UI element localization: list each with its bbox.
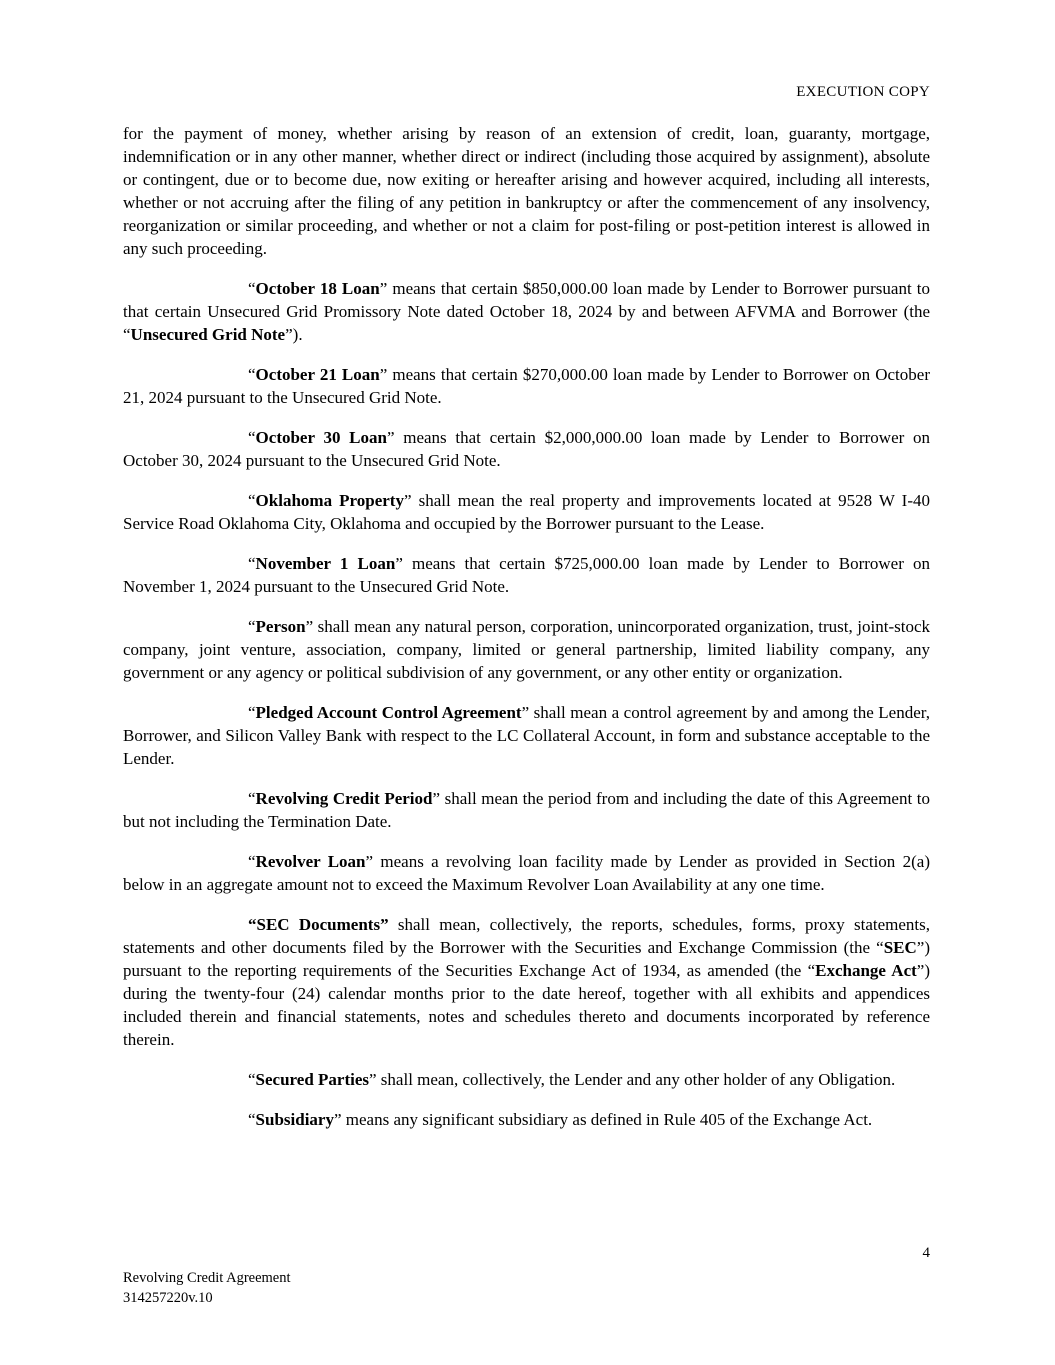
defined-term: Oklahoma Property <box>255 491 404 510</box>
paragraph <box>123 426 930 472</box>
paragraph <box>123 277 930 346</box>
defined-term: Unsecured Grid Note <box>130 325 286 344</box>
paragraph-text: ” shall mean any natural person, corporation, unincorporated organization, trust, joint-stock company, joint venture, association, company, limited or general partnership, limited liability company, any government or any agency or political subdivision of any government, or any other entity or organization. <box>123 617 930 682</box>
paragraph-text: “ <box>248 703 256 722</box>
paragraph <box>123 122 930 260</box>
defined-term: Person <box>255 617 306 636</box>
paragraph-text: “ <box>248 279 256 298</box>
paragraph <box>123 552 930 598</box>
page-header <box>123 84 930 101</box>
paragraph-text: ”) during the twenty-four (24) calendar months prior to the date hereof, together with all exhibits and appendices included therein and financial statements, notes and schedules thereto and documents incorporated by reference therein. <box>123 961 930 1049</box>
page-footer <box>123 1269 291 1308</box>
paragraph-text: for the payment of money, whether arising by reason of an extension of credit, loan, guaranty, mortgage, indemnification or in any other manner, whether direct or indirect (including those acquired by assignment), absolute or contingent, due or to become due, now exiting or hereafter arising and however acquired, including all interests, whether or not accruing after the filing of any petition in bankruptcy or after the commencement of any insolvency, reorganization or similar proceeding, and whether or not a claim for post-filing or post-petition interest is allowed in any such proceeding. <box>123 124 930 258</box>
defined-term: Revolver Loan <box>255 852 366 871</box>
footer-document-id: 314257220v.10 <box>123 1289 213 1306</box>
paragraph-text: ” shall mean a control agreement by and among the Lender, Borrower, and Silicon Valley Bank with respect to the LC Collateral Account, in form and substance acceptable to the Lender. <box>123 703 930 768</box>
paragraph-text: ” means that certain $2,000,000.00 loan made by Lender to Borrower on October 30, 2024 pursuant to the Unsecured Grid Note. <box>123 428 931 470</box>
defined-term: “SEC Documents” <box>248 915 389 934</box>
paragraph-text: ” means that certain $725,000.00 loan made by Lender to Borrower on November 1, 2024 pursuant to the Unsecured Grid Note. <box>123 554 931 596</box>
paragraph-text: ” means that certain $850,000.00 loan made by Lender to Borrower pursuant to that certain Unsecured Grid Promissory Note dated October 18, 2024 by and between AFVMA and Borrower (the “ <box>123 279 930 344</box>
execution-copy-label: EXECUTION COPY <box>796 84 930 100</box>
paragraph <box>123 489 930 535</box>
defined-term: October 21 Loan <box>255 365 380 384</box>
defined-term: October 30 Loan <box>255 428 387 447</box>
paragraph <box>123 850 930 896</box>
defined-term: SEC <box>883 938 917 957</box>
paragraph <box>123 1068 930 1091</box>
document-body <box>123 122 930 1148</box>
paragraph-text: shall mean, collectively, the reports, schedules, forms, proxy statements, statements and other documents filed by the Borrower with the Securities and Exchange Commission (the “ <box>123 915 931 957</box>
defined-term: November 1 Loan <box>255 554 396 573</box>
paragraph-text: ” means any significant subsidiary as defined in Rule 405 of the Exchange Act. <box>333 1110 873 1129</box>
paragraph-text: ” shall mean the period from and including the date of this Agreement to but not including the Termination Date. <box>123 789 930 831</box>
paragraph-text: ” shall mean the real property and improvements located at 9528 W I-40 Service Road Oklahoma City, Oklahoma and occupied by the Borrower pursuant to the Lease. <box>123 491 930 533</box>
paragraph <box>123 787 930 833</box>
paragraph-text: “ <box>248 852 256 871</box>
paragraph-text: “ <box>248 554 256 573</box>
defined-term: Secured Parties <box>255 1070 370 1089</box>
paragraph-text: ” means a revolving loan facility made by Lender as provided in Section 2(a) below in an aggregate amount not to exceed the Maximum Revolver Loan Availability at any one time. <box>123 852 930 894</box>
paragraph-text: ” means that certain $270,000.00 loan made by Lender to Borrower on October 21, 2024 pursuant to the Unsecured Grid Note. <box>123 365 930 407</box>
defined-term: Revolving Credit Period <box>255 789 433 808</box>
paragraph-text: ” shall mean, collectively, the Lender and any other holder of any Obligation. <box>369 1070 896 1089</box>
paragraph <box>123 615 930 684</box>
paragraph <box>123 363 930 409</box>
paragraph-text: “ <box>248 789 256 808</box>
paragraph-text: “ <box>248 1070 256 1089</box>
page-number: 4 <box>922 1245 930 1261</box>
paragraph <box>123 1108 930 1131</box>
paragraph-text: “ <box>248 491 256 510</box>
paragraph-text: “ <box>248 617 256 636</box>
defined-term: Subsidiary <box>255 1110 334 1129</box>
footer-document-title: Revolving Credit Agreement <box>123 1270 291 1286</box>
defined-term: Pledged Account Control Agreement <box>255 703 522 722</box>
paragraph-text: ”) pursuant to the reporting requirements of the Securities Exchange Act of 1934, as amended (the “ <box>123 938 930 980</box>
paragraph <box>123 701 930 770</box>
paragraph <box>123 913 930 1051</box>
paragraph-text: “ <box>248 365 256 384</box>
defined-term: October 18 Loan <box>255 279 380 298</box>
paragraph-text: ”). <box>285 325 303 344</box>
defined-term: Exchange Act <box>815 961 917 980</box>
paragraph-text: “ <box>248 428 256 447</box>
paragraph-text: “ <box>248 1110 256 1129</box>
